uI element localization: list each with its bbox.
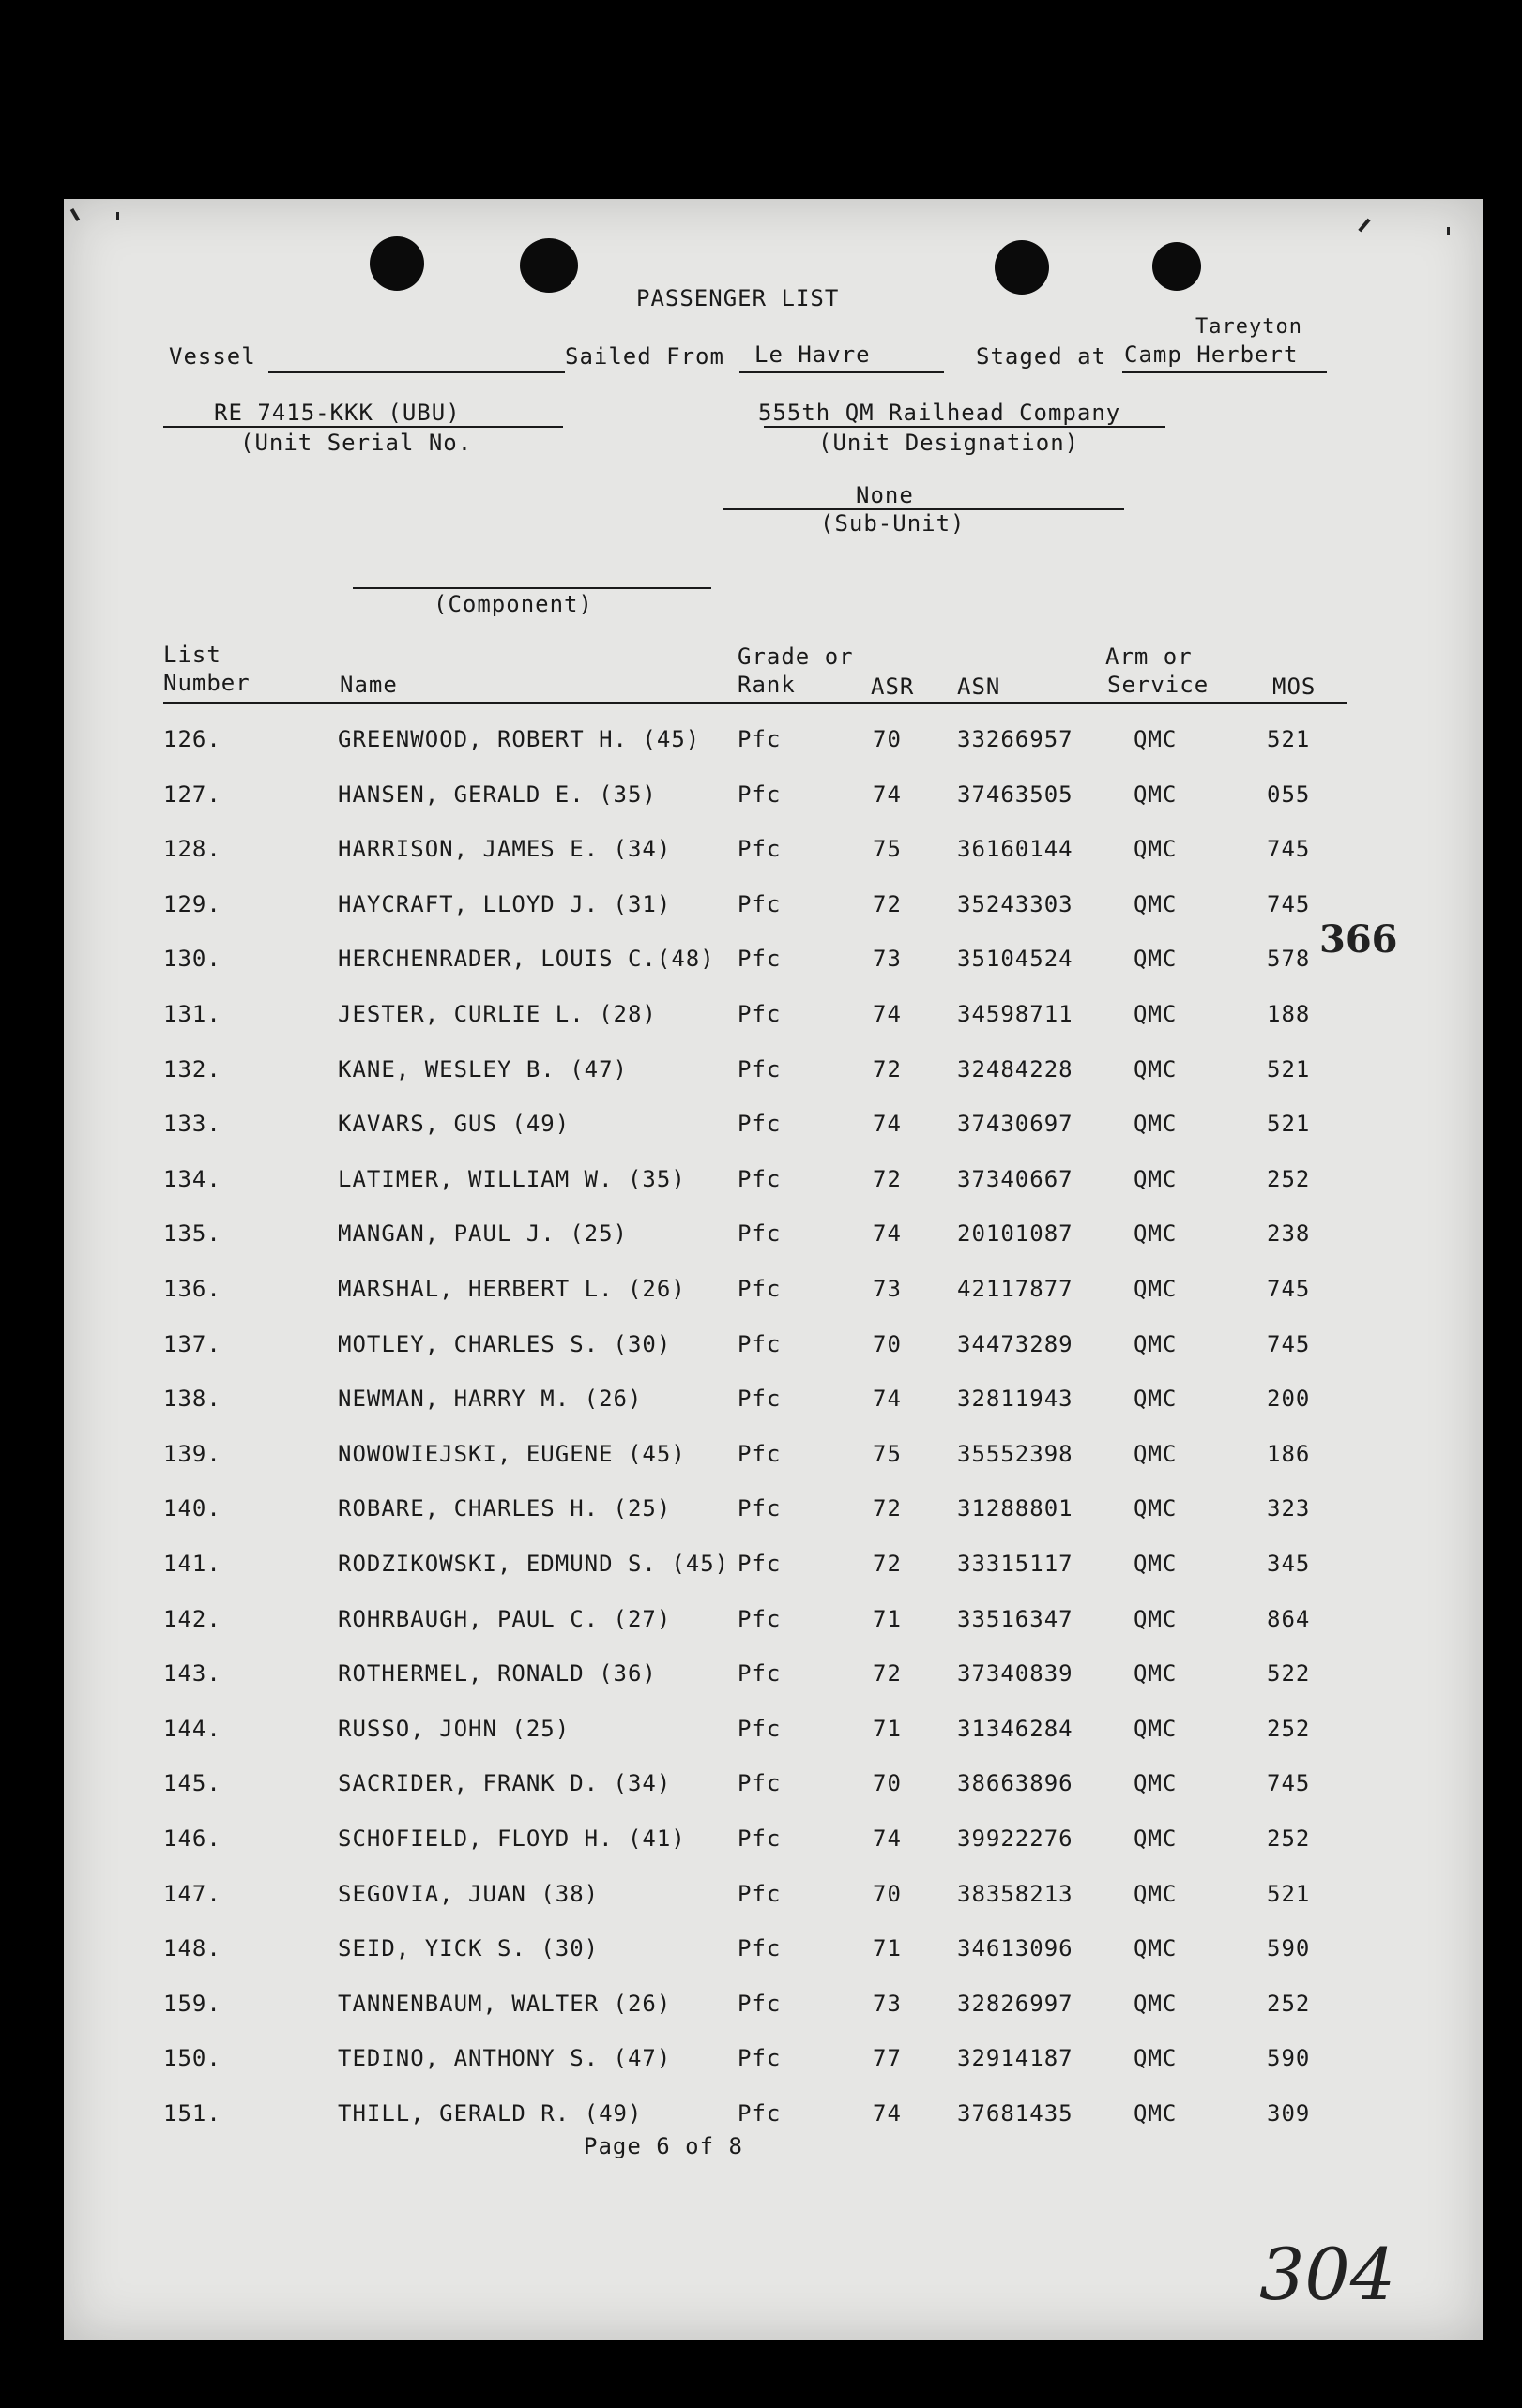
army-serial-number: 35243303 xyxy=(957,890,1073,917)
grade-rank: Pfc xyxy=(738,890,782,917)
mos-code: 590 xyxy=(1267,2045,1311,2072)
asr-score: 72 xyxy=(873,1551,902,1577)
mos-code: 745 xyxy=(1267,890,1311,917)
mos-code: 200 xyxy=(1267,1386,1311,1413)
grade-rank: Pfc xyxy=(738,1276,782,1302)
arm-service: QMC xyxy=(1134,1825,1178,1852)
sub-unit-value: None xyxy=(856,482,914,508)
army-serial-number: 35104524 xyxy=(957,946,1073,973)
grade-rank: Pfc xyxy=(738,2045,782,2072)
vessel-field-line xyxy=(268,371,565,373)
grade-rank: Pfc xyxy=(738,2100,782,2127)
handwritten-page-number: 304 xyxy=(1259,2233,1396,2316)
asr-score: 75 xyxy=(873,836,902,863)
grade-rank: Pfc xyxy=(738,1495,782,1522)
grade-rank: Pfc xyxy=(738,1055,782,1083)
table-row xyxy=(64,1881,1483,1918)
army-serial-number: 38663896 xyxy=(957,1770,1073,1797)
document-title: PASSENGER LIST xyxy=(636,285,840,311)
list-number: 159. xyxy=(163,1990,221,2017)
asr-score: 70 xyxy=(873,1880,902,1907)
asr-score: 73 xyxy=(873,1990,902,2017)
asr-score: 72 xyxy=(873,1495,902,1522)
passenger-name: HANSEN, GERALD E. (35) xyxy=(338,780,657,808)
unit-designation-label: (Unit Designation) xyxy=(818,430,1080,456)
list-number: 151. xyxy=(163,2100,221,2127)
grade-rank: Pfc xyxy=(738,946,782,973)
asr-score: 72 xyxy=(873,1165,902,1192)
army-serial-number: 37463505 xyxy=(957,780,1073,808)
list-number: 139. xyxy=(163,1440,221,1467)
list-number: 146. xyxy=(163,1825,221,1852)
table-row xyxy=(64,1606,1483,1643)
table-row xyxy=(64,1166,1483,1204)
punch-hole xyxy=(520,238,578,293)
grade-rank: Pfc xyxy=(738,1111,782,1138)
army-serial-number: 37430697 xyxy=(957,1111,1073,1138)
passenger-name: ROBARE, CHARLES H. (25) xyxy=(338,1495,672,1522)
col-header-mos: MOS xyxy=(1272,674,1317,700)
asr-score: 72 xyxy=(873,890,902,917)
passenger-name: MARSHAL, HERBERT L. (26) xyxy=(338,1276,686,1302)
list-number: 147. xyxy=(163,1880,221,1907)
passenger-name: HERCHENRADER, LOUIS C.(48) xyxy=(338,946,715,973)
arm-service: QMC xyxy=(1134,2045,1178,2072)
sub-unit-label: (Sub-Unit) xyxy=(820,510,966,537)
army-serial-number: 34613096 xyxy=(957,1935,1073,1962)
army-serial-number: 31346284 xyxy=(957,1715,1073,1742)
handwritten-stamp-number: 366 xyxy=(1319,917,1398,962)
staged-value: Camp Herbert xyxy=(1124,341,1299,368)
grade-rank: Pfc xyxy=(738,1880,782,1907)
grade-rank: Pfc xyxy=(738,1825,782,1852)
col-header-rank: Rank xyxy=(738,672,796,698)
list-number: 135. xyxy=(163,1220,221,1248)
grade-rank: Pfc xyxy=(738,780,782,808)
grade-rank: Pfc xyxy=(738,1605,782,1632)
army-serial-number: 33315117 xyxy=(957,1551,1073,1577)
table-row xyxy=(64,726,1483,764)
asr-score: 73 xyxy=(873,946,902,973)
header-underline xyxy=(163,702,1347,704)
grade-rank: Pfc xyxy=(738,1660,782,1688)
passenger-name: SACRIDER, FRANK D. (34) xyxy=(338,1770,672,1797)
list-number: 142. xyxy=(163,1605,221,1632)
mos-code: 745 xyxy=(1267,1276,1311,1302)
arm-service: QMC xyxy=(1134,726,1178,752)
arm-service: QMC xyxy=(1134,1055,1178,1083)
arm-service: QMC xyxy=(1134,1880,1178,1907)
col-header-number: Number xyxy=(163,670,251,696)
grade-rank: Pfc xyxy=(738,1440,782,1467)
asr-score: 71 xyxy=(873,1935,902,1962)
col-header-list: List xyxy=(163,642,221,668)
mos-code: 521 xyxy=(1267,726,1311,752)
passenger-name: TEDINO, ANTHONY S. (47) xyxy=(338,2045,672,2072)
army-serial-number: 33266957 xyxy=(957,726,1073,752)
page-number: Page 6 of 8 xyxy=(584,2133,743,2159)
list-number: 131. xyxy=(163,1001,221,1027)
mos-code: 238 xyxy=(1267,1220,1311,1248)
asr-score: 74 xyxy=(873,1825,902,1852)
arm-service: QMC xyxy=(1134,780,1178,808)
passenger-name: NEWMAN, HARRY M. (26) xyxy=(338,1386,643,1413)
arm-service: QMC xyxy=(1134,1660,1178,1688)
list-number: 150. xyxy=(163,2045,221,2072)
grade-rank: Pfc xyxy=(738,1990,782,2017)
mos-code: 252 xyxy=(1267,1990,1311,2017)
army-serial-number: 32811943 xyxy=(957,1386,1073,1413)
passenger-name: RUSSO, JOHN (25) xyxy=(338,1715,571,1742)
arm-service: QMC xyxy=(1134,1990,1178,2017)
passenger-name: RODZIKOWSKI, EDMUND S. (45) xyxy=(338,1551,730,1577)
army-serial-number: 32826997 xyxy=(957,1990,1073,2017)
arm-service: QMC xyxy=(1134,1386,1178,1413)
passenger-name: THILL, GERALD R. (49) xyxy=(338,2100,643,2127)
passenger-name: KANE, WESLEY B. (47) xyxy=(338,1055,628,1083)
passenger-name: JESTER, CURLIE L. (28) xyxy=(338,1001,657,1027)
sailed-from-label: Sailed From xyxy=(565,343,724,370)
component-line xyxy=(353,587,711,589)
list-number: 133. xyxy=(163,1111,221,1138)
army-serial-number: 20101087 xyxy=(957,1220,1073,1248)
table-row xyxy=(64,946,1483,983)
arm-service: QMC xyxy=(1134,1220,1178,1248)
table-row xyxy=(64,1551,1483,1588)
army-serial-number: 31288801 xyxy=(957,1495,1073,1522)
punch-hole xyxy=(1152,242,1201,291)
mos-code: 745 xyxy=(1267,836,1311,863)
grade-rank: Pfc xyxy=(738,1770,782,1797)
table-row xyxy=(64,1111,1483,1148)
mos-code: 345 xyxy=(1267,1551,1311,1577)
asr-score: 71 xyxy=(873,1605,902,1632)
col-header-arm: Arm or xyxy=(1105,644,1193,670)
passenger-name: HAYCRAFT, LLOYD J. (31) xyxy=(338,890,672,917)
grade-rank: Pfc xyxy=(738,726,782,752)
staged-label: Staged at xyxy=(976,343,1107,370)
list-number: 128. xyxy=(163,836,221,863)
army-serial-number: 42117877 xyxy=(957,1276,1073,1302)
arm-service: QMC xyxy=(1134,1440,1178,1467)
arm-service: QMC xyxy=(1134,1330,1178,1357)
grade-rank: Pfc xyxy=(738,1330,782,1357)
list-number: 134. xyxy=(163,1165,221,1192)
arm-service: QMC xyxy=(1134,1715,1178,1742)
grade-rank: Pfc xyxy=(738,1386,782,1413)
table-row xyxy=(64,836,1483,873)
army-serial-number: 37340667 xyxy=(957,1165,1073,1192)
asr-score: 70 xyxy=(873,1330,902,1357)
mos-code: 252 xyxy=(1267,1715,1311,1742)
list-number: 140. xyxy=(163,1495,221,1522)
table-row xyxy=(64,1770,1483,1808)
grade-rank: Pfc xyxy=(738,1935,782,1962)
army-serial-number: 37340839 xyxy=(957,1660,1073,1688)
staged-line xyxy=(1122,371,1327,373)
grade-rank: Pfc xyxy=(738,1715,782,1742)
table-row xyxy=(64,1331,1483,1369)
mos-code: 590 xyxy=(1267,1935,1311,1962)
grade-rank: Pfc xyxy=(738,1001,782,1027)
passenger-name: TANNENBAUM, WALTER (26) xyxy=(338,1990,672,2017)
arm-service: QMC xyxy=(1134,1165,1178,1192)
asr-score: 74 xyxy=(873,1220,902,1248)
punch-hole xyxy=(995,240,1049,295)
component-label: (Component) xyxy=(434,591,593,617)
asr-score: 74 xyxy=(873,780,902,808)
army-serial-number: 37681435 xyxy=(957,2100,1073,2127)
asr-score: 74 xyxy=(873,1111,902,1138)
passenger-name: ROTHERMEL, RONALD (36) xyxy=(338,1660,657,1688)
table-row xyxy=(64,2045,1483,2082)
list-number: 129. xyxy=(163,890,221,917)
army-serial-number: 32914187 xyxy=(957,2045,1073,2072)
army-serial-number: 38358213 xyxy=(957,1880,1073,1907)
asr-score: 70 xyxy=(873,726,902,752)
army-serial-number: 36160144 xyxy=(957,836,1073,863)
table-row xyxy=(64,1276,1483,1313)
mos-code: 864 xyxy=(1267,1605,1311,1632)
list-number: 127. xyxy=(163,780,221,808)
grade-rank: Pfc xyxy=(738,1165,782,1192)
asr-score: 75 xyxy=(873,1440,902,1467)
col-header-asr: ASR xyxy=(871,674,915,700)
mos-code: 578 xyxy=(1267,946,1311,973)
asr-score: 72 xyxy=(873,1055,902,1083)
list-number: 132. xyxy=(163,1055,221,1083)
mos-code: 522 xyxy=(1267,1660,1311,1688)
passenger-name: SEGOVIA, JUAN (38) xyxy=(338,1880,600,1907)
asr-score: 74 xyxy=(873,1001,902,1027)
table-row xyxy=(64,1441,1483,1478)
passenger-name: SCHOFIELD, FLOYD H. (41) xyxy=(338,1825,686,1852)
passenger-name: SEID, YICK S. (30) xyxy=(338,1935,600,1962)
table-row xyxy=(64,1991,1483,2028)
arm-service: QMC xyxy=(1134,1001,1178,1027)
asr-score: 70 xyxy=(873,1770,902,1797)
asr-score: 77 xyxy=(873,2045,902,2072)
list-number: 136. xyxy=(163,1276,221,1302)
army-serial-number: 32484228 xyxy=(957,1055,1073,1083)
unit-serial-line xyxy=(163,426,563,428)
unit-designation-line xyxy=(764,426,1165,428)
list-number: 130. xyxy=(163,946,221,973)
table-row xyxy=(64,1220,1483,1258)
sailed-from-value: Le Havre xyxy=(754,341,871,368)
table-row xyxy=(64,2100,1483,2138)
table-row xyxy=(64,1716,1483,1753)
list-number: 144. xyxy=(163,1715,221,1742)
col-header-service: Service xyxy=(1107,672,1210,698)
table-row xyxy=(64,1386,1483,1423)
passenger-name: HARRISON, JAMES E. (34) xyxy=(338,836,672,863)
mos-code: 745 xyxy=(1267,1330,1311,1357)
passenger-name: NOWOWIEJSKI, EUGENE (45) xyxy=(338,1440,686,1467)
list-number: 141. xyxy=(163,1551,221,1577)
army-serial-number: 33516347 xyxy=(957,1605,1073,1632)
mos-code: 521 xyxy=(1267,1880,1311,1907)
arm-service: QMC xyxy=(1134,1551,1178,1577)
table-row xyxy=(64,1825,1483,1863)
list-number: 137. xyxy=(163,1330,221,1357)
unit-serial-value: RE 7415-KKK (UBU) xyxy=(214,400,461,426)
arm-service: QMC xyxy=(1134,1605,1178,1632)
grade-rank: Pfc xyxy=(738,1220,782,1248)
unit-designation-value: 555th QM Railhead Company xyxy=(758,400,1121,426)
mos-code: 252 xyxy=(1267,1165,1311,1192)
list-number: 138. xyxy=(163,1386,221,1413)
col-header-grade: Grade or xyxy=(738,644,854,670)
table-row xyxy=(64,1495,1483,1533)
army-serial-number: 34473289 xyxy=(957,1330,1073,1357)
mos-code: 186 xyxy=(1267,1440,1311,1467)
passenger-name: LATIMER, WILLIAM W. (35) xyxy=(338,1165,686,1192)
mos-code: 521 xyxy=(1267,1055,1311,1083)
passenger-name: MOTLEY, CHARLES S. (30) xyxy=(338,1330,672,1357)
table-row xyxy=(64,1001,1483,1038)
table-row xyxy=(64,891,1483,929)
mos-code: 309 xyxy=(1267,2100,1311,2127)
mos-code: 188 xyxy=(1267,1001,1311,1027)
punch-hole xyxy=(370,236,424,291)
arm-service: QMC xyxy=(1134,1935,1178,1962)
table-row xyxy=(64,1660,1483,1698)
sailed-from-line xyxy=(739,371,944,373)
asr-score: 71 xyxy=(873,1715,902,1742)
passenger-name: GREENWOOD, ROBERT H. (45) xyxy=(338,726,701,752)
grade-rank: Pfc xyxy=(738,1551,782,1577)
document-page xyxy=(64,199,1483,2340)
mos-code: 745 xyxy=(1267,1770,1311,1797)
arm-service: QMC xyxy=(1134,2100,1178,2127)
arm-service: QMC xyxy=(1134,1770,1178,1797)
arm-service: QMC xyxy=(1134,946,1178,973)
list-number: 145. xyxy=(163,1770,221,1797)
passenger-name: MANGAN, PAUL J. (25) xyxy=(338,1220,628,1248)
passenger-name: KAVARS, GUS (49) xyxy=(338,1111,571,1138)
list-number: 148. xyxy=(163,1935,221,1962)
arm-service: QMC xyxy=(1134,836,1178,863)
list-number: 143. xyxy=(163,1660,221,1688)
col-header-name: Name xyxy=(340,672,398,698)
list-number: 126. xyxy=(163,726,221,752)
unit-serial-label: (Unit Serial No. xyxy=(240,430,473,456)
passenger-name: ROHRBAUGH, PAUL C. (27) xyxy=(338,1605,672,1632)
arm-service: QMC xyxy=(1134,1495,1178,1522)
asr-score: 73 xyxy=(873,1276,902,1302)
arm-service: QMC xyxy=(1134,1276,1178,1302)
army-serial-number: 39922276 xyxy=(957,1825,1073,1852)
asr-score: 72 xyxy=(873,1660,902,1688)
col-header-asn: ASN xyxy=(957,674,1001,700)
staged-annotation: Tareyton xyxy=(1195,315,1302,339)
mos-code: 252 xyxy=(1267,1825,1311,1852)
mos-code: 323 xyxy=(1267,1495,1311,1522)
table-row xyxy=(64,1056,1483,1094)
table-row xyxy=(64,1935,1483,1973)
grade-rank: Pfc xyxy=(738,836,782,863)
asr-score: 74 xyxy=(873,2100,902,2127)
table-row xyxy=(64,781,1483,819)
army-serial-number: 35552398 xyxy=(957,1440,1073,1467)
mos-code: 055 xyxy=(1267,780,1311,808)
asr-score: 74 xyxy=(873,1386,902,1413)
mos-code: 521 xyxy=(1267,1111,1311,1138)
arm-service: QMC xyxy=(1134,890,1178,917)
vessel-label: Vessel xyxy=(169,343,256,370)
arm-service: QMC xyxy=(1134,1111,1178,1138)
army-serial-number: 34598711 xyxy=(957,1001,1073,1027)
